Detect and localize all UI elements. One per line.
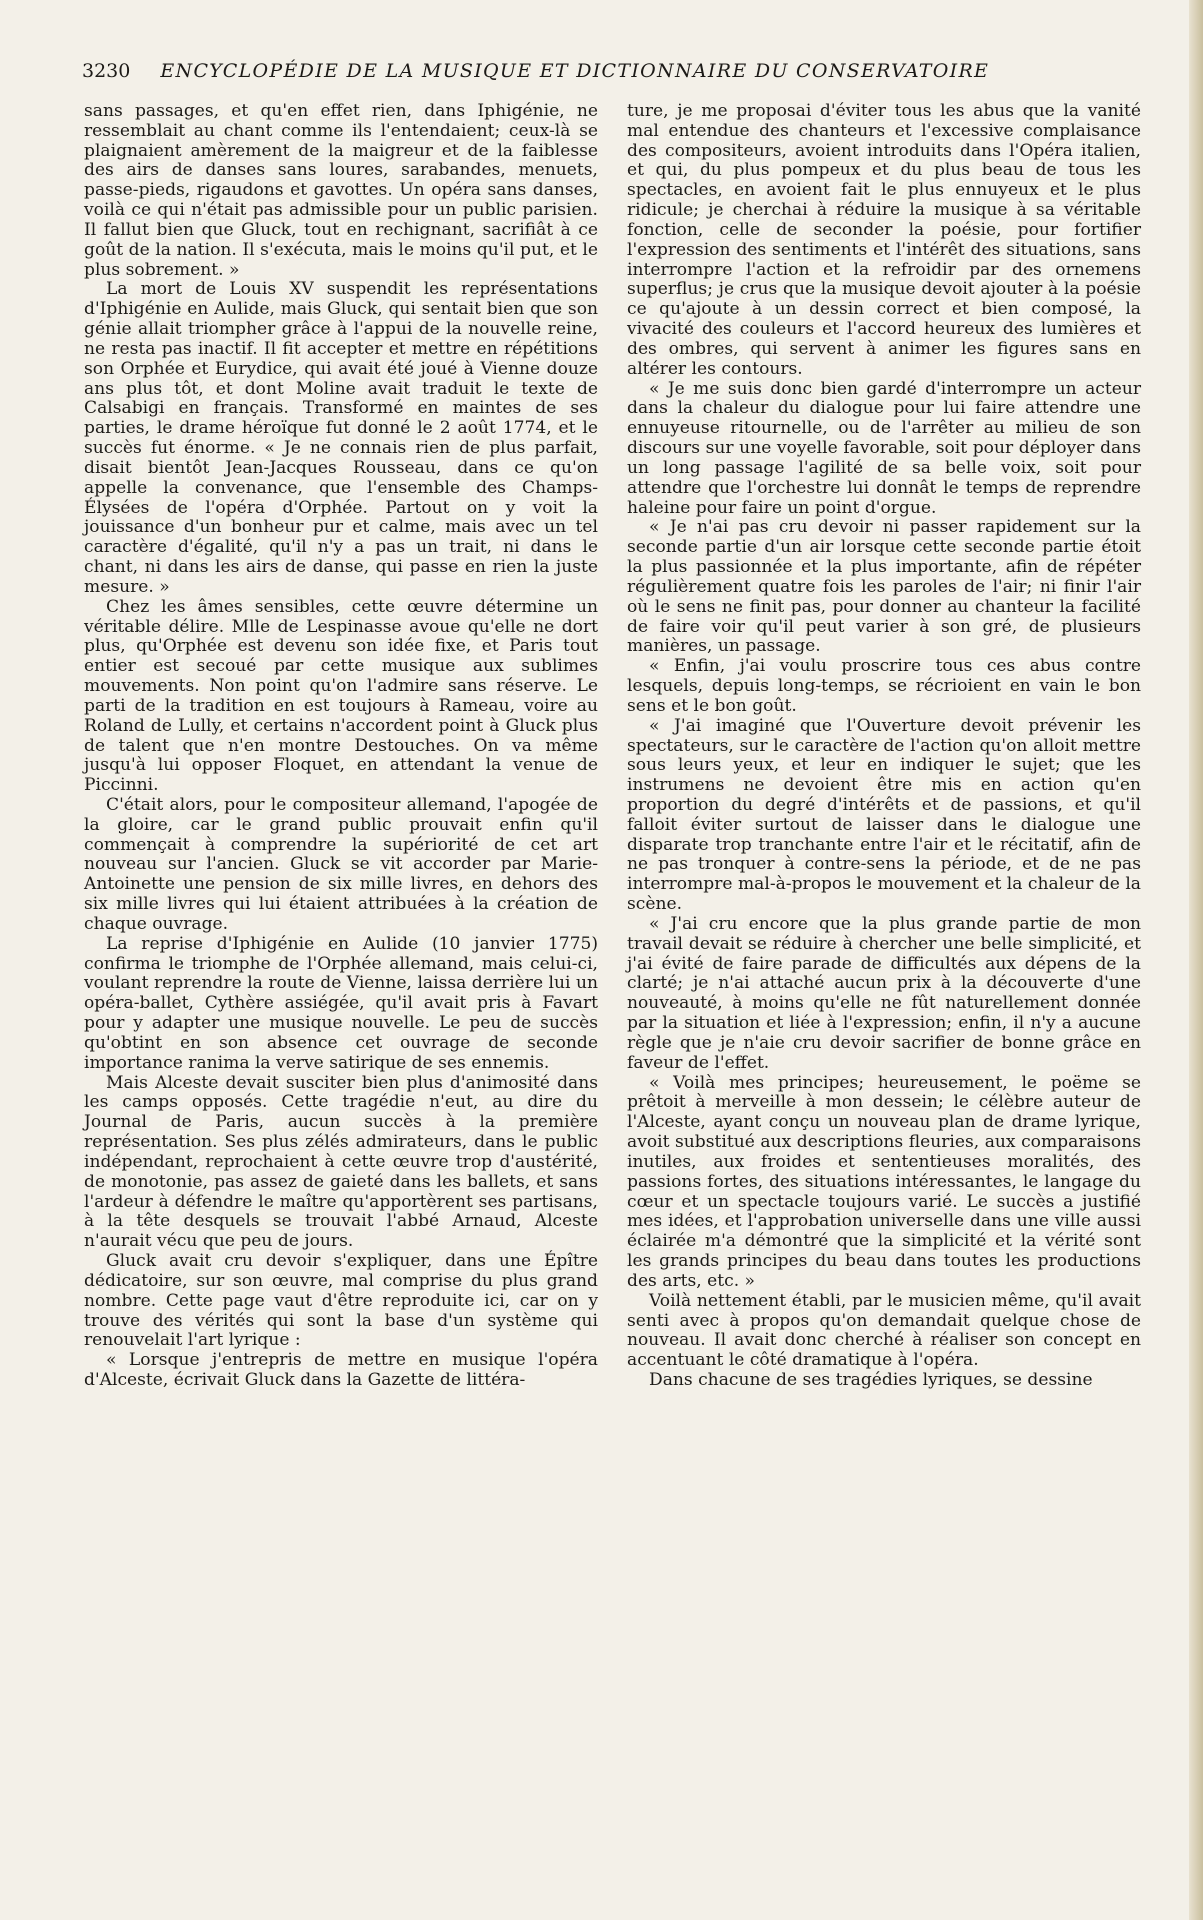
paragraph: « J'ai cru encore que la plus grande partie de mon travail devait se réduire à chercher une belle simplicité, et j'ai évité de faire parade de difficultés aux dépens de la clarté; je n'ai attaché aucun prix à la découverte d'une nouveauté, à moins qu'elle ne fût naturellement donnée par la situation et liée à l'expression; enfin, il n'y a aucune règle que je n'aie cru devoir sacrifier de bonne grâce en faveur de l'effet. (627, 913, 1141, 1073)
paragraph: « J'ai imaginé que l'Ouverture devoit prévenir les spectateurs, sur le caractère de l'action qu'on alloit mettre sous leurs yeux, et leur en indiquer le sujet; que les instrumens ne devoient être mis en action qu'en proportion du degré d'intérêts et de passions, et qu'il falloit éviter surtout de laisser dans le dialogue une disparate trop tranchante entre l'air et le récitatif, afin de ne pas tronquer à contre-sens la période, et de ne pas interrompre mal-à-propos le mouvement et la chaleur de la scène. (627, 715, 1141, 915)
paragraph: Chez les âmes sensibles, cette œuvre détermine un véritable délire. Mlle de Lespinasse avoue qu'elle ne dort plus, qu'Orphée est devenu son idée fixe, et Paris tout entier est secoué par cette musique aux sublimes mouvements. Non point qu'on l'admire sans réserve. Le parti de la tradition en est toujours à Rameau, voire au Roland de Lully, et certains n'accordent point à Gluck plus de talent que n'en montre Destouches. On va même jusqu'à lui opposer Floquet, en attendant la venue de Piccinni. (84, 596, 598, 796)
paragraph: Dans chacune de ses tragédies lyriques, se dessine (649, 1370, 1093, 1390)
running-title: ENCYCLOPÉDIE DE LA MUSIQUE ET DICTIONNAIRE DU CONSERVATOIRE (160, 60, 990, 82)
paragraph: Gluck avait cru devoir s'expliquer, dans une Épître dédicatoire, sur son œuvre, mal comprise du plus grand nombre. Cette page vaut d'être reproduite ici, car on y trouve des vérités qui sont la base d'un système qui renouvelait l'art lyrique : (84, 1251, 598, 1351)
page-edge-shadow (1189, 0, 1203, 1920)
paragraph: Mais Alceste devait susciter bien plus d'animosité dans les camps opposés. Cette tragédie n'eut, au dire du Journal de Paris, aucun succès à la première représentation. Ses plus zélés admirateurs, dans le public indépendant, reprochaient à cette œuvre trop d'austérité, de monotonie, pas assez de gaieté dans les ballets, et sans l'ardeur à défendre le maître qu'apportèrent ses partisans, à la tête desquels se trouvait l'abbé Arnaud, Alceste n'aurait vécu que peu de jours. (84, 1072, 598, 1252)
paragraph: « Voilà mes principes; heureusement, le poëme se prêtoit à merveille à mon dessein; le célèbre auteur de l'Alceste, ayant conçu un nouveau plan de drame lyrique, avoit substitué aux descriptions fleuries, aux comparaisons inutiles, aux froides et sententieuses moralités, des passions fortes, des situations intéressantes, le langage du cœur et un spectacle toujours varié. Le succès a justifié mes idées, et l'approbation universelle dans une ville aussi éclairée m'a démontré que la simplicité et la vérité sont les grands principes du beau dans toutes les productions des arts, etc. » (627, 1072, 1141, 1291)
page-number: 3230 (82, 60, 131, 82)
paragraph: La reprise d'Iphigénie en Aulide (10 janvier 1775) confirma le triomphe de l'Orphée allemand, mais celui-ci, voulant reprendre la route de Vienne, laissa derrière lui un opéra-ballet, Cythère assiégée, qu'il avait pris à Favart pour y adapter une musique nouvelle. Le peu de succès qu'obtint en son absence cet ouvrage de seconde importance ranima la verve satirique de ses ennemis. (84, 933, 598, 1073)
paragraph: « Je n'ai pas cru devoir ni passer rapidement sur la seconde partie d'un air lorsque cette seconde partie étoit la plus passionnée et la plus importante, afin de répéter régulièrement quatre fois les paroles de l'air; ni finir l'air où le sens ne finit pas, pour donner au chanteur la facilité de faire voir qu'il peut varier à son gré, de plusieurs manières, un passage. (627, 517, 1141, 657)
paragraph: « Je me suis donc bien gardé d'interrompre un acteur dans la chaleur du dialogue pour lui faire attendre une ennuyeuse ritournelle, ou de l'arrêter au milieu de son discours sur une voyelle favorable, soit pour déployer dans un long passage l'agilité de sa belle voix, soit pour attendre que l'orchestre lui donnât le temps de reprendre haleine pour faire un point d'orgue. (627, 378, 1141, 518)
paragraph: « Lorsque j'entrepris de mettre en musique l'opéra d'Alceste, écrivait Gluck dans la Gazette de littéra- (84, 1350, 598, 1390)
paragraph: La mort de Louis XV suspendit les représentations d'Iphigénie en Aulide, mais Gluck, qui sentait bien que son génie allait triompher grâce à l'appui de la nouvelle reine, ne resta pas inactif. Il fit accepter et mettre en répétitions son Orphée et Eurydice, qui avait été joué à Vienne douze ans plus tôt, et dont Moline avait traduit le texte de Calsabigi en français. Transformé en maintes de ses parties, le drame héroïque fut donné le 2 août 1774, et le succès fut énorme. « Je ne connais rien de plus parfait, disait bientôt Jean-Jacques Rousseau, dans ce qu'on appelle la convenance, que l'ensemble des Champs-Élysées de l'opéra d'Orphée. Partout on y voit la jouissance d'un bonheur pur et calme, mais avec un tel caractère d'égalité, qu'il n'y a pas un trait, ni dans le chant, ni dans les airs de danse, qui passe en rien la juste mesure. » (84, 279, 598, 597)
paragraph: « Enfin, j'ai voulu proscrire tous ces abus contre lesquels, depuis long-temps, se récrioient en vain le bon sens et le bon goût. (627, 656, 1141, 716)
left-column (84, 102, 598, 1391)
paragraph: sans passages, et qu'en effet rien, dans Iphigénie, ne ressemblait au chant comme ils l'entendaient; ceux-là se plaignaient amèrement de la maigreur et de la faiblesse des airs de danses sans loures, sarabandes, menuets, passe-pieds, rigaudons et gavottes. Un opéra sans danses, voilà ce qui n'était pas admissible pour un public parisien. Il fallut bien que Gluck, tout en rechignant, sacrifiât à ce goût de la nation. Il s'exécuta, mais le moins qu'il put, et le plus sobrement. » (84, 101, 598, 280)
paragraph: Voilà nettement établi, par le musicien même, qu'il avait senti avec à propos qu'on demandait quelque chose de nouveau. Il avait donc cherché à réaliser son concept en accentuant le côté dramatique à l'opéra. (627, 1290, 1141, 1371)
page-header (82, 60, 1142, 90)
right-column (627, 102, 1141, 1391)
paragraph: ture, je me proposai d'éviter tous les abus que la vanité mal entendue des chanteurs et l'excessive complaisance des compositeurs, avoient introduits dans l'Opéra italien, et qui, du plus pompeux et du plus beau de tous les spectacles, en avoient fait le plus ennuyeux et le plus ridicule; je cherchai à réduire la musique à sa véritable fonction, celle de seconder la poésie, pour fortifier l'expression des sentiments et l'intérêt des situations, sans interrompre l'action et la refroidir par des ornemens superflus; je crus que la musique devoit ajouter à la poésie ce qu'ajoute à un dessin correct et bien composé, la vivacité des couleurs et l'accord heureux des lumières et des ombres, qui servent à animer les figures sans en altérer les contours. (627, 101, 1141, 379)
paragraph: C'était alors, pour le compositeur allemand, l'apogée de la gloire, car le grand public prouvait enfin qu'il commençait à comprendre la supériorité de cet art nouveau sur l'ancien. Gluck se vit accorder par Marie-Antoinette une pension de six mille livres, en dehors des six mille livres qui lui étaient attribuées à la création de chaque ouvrage. (84, 794, 598, 934)
